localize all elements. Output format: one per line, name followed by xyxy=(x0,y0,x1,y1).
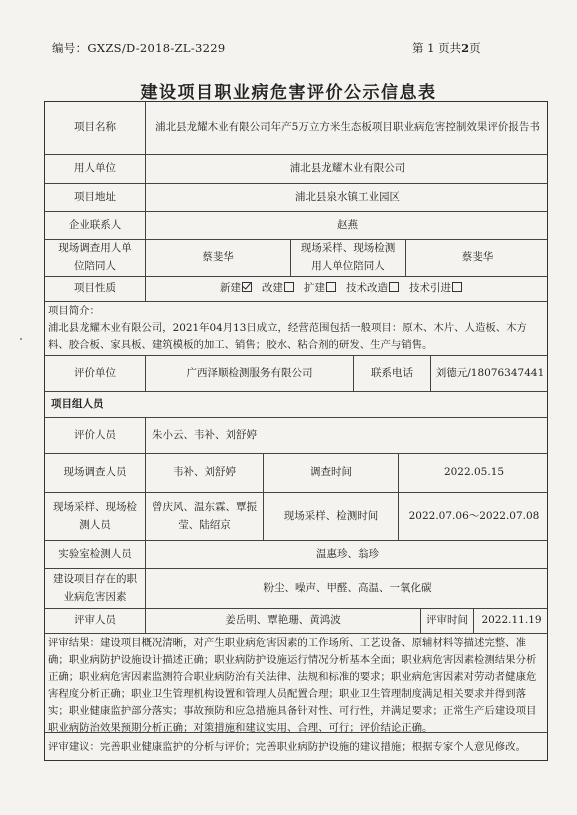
sampling-people-label: 现场采样、现场检测人员 xyxy=(53,500,137,531)
sampling-time-value: 2022.07.06～2022.07.08 xyxy=(398,493,549,540)
sampling-time-label: 现场采样、检测时间 xyxy=(263,493,398,540)
survey-escort-value: 蔡斐华 xyxy=(145,240,290,276)
row-lab-people xyxy=(45,541,547,569)
project-name-label: 项目名称 xyxy=(74,121,116,134)
review-result: 评审结果：建设项目概况清晰，对产生职业病危害因素的工作场所、工艺设备、原辅材料等描述完整、准确；职业病防护设施设计描述正确；职业病防护设施运行情况分析基本全面；职业病危害因素检测结果分析正确；职业病危害因素监测符合职业病防治有关法律、法规和标准的要求；职业病危害因素对劳动者健康危害程度分析正确；职业卫生管理机构设置和管理人员配置合理；职业卫生管理制度满足相关要求并得到落实；职业健康监护部分落实；事故预防和应急措施具备针对性、可行性，并满足要求；正常生产后建设项目职业病防治效果预期分析正确；对策措施和建议实用、合理、可行；评价结论正确。 xyxy=(48,637,537,734)
page-title: 建设项目职业病危害评价公示信息表 xyxy=(140,83,437,103)
page-label-middle: 页共 xyxy=(438,41,462,55)
survey-time-value: 2022.05.15 xyxy=(398,454,549,492)
contact-value: 赵燕 xyxy=(145,212,549,239)
survey-people-value: 韦补、刘舒婷 xyxy=(145,454,263,492)
row-employer xyxy=(45,155,547,184)
row-reviewers xyxy=(45,609,547,634)
reviewers-label: 评审人员 xyxy=(74,614,116,627)
row-sampling-people xyxy=(45,493,547,541)
checkbox-icon xyxy=(326,282,336,292)
row-survey-people xyxy=(45,454,547,493)
row-project-nature xyxy=(45,277,547,302)
info-table xyxy=(44,101,548,761)
review-time-value: 2022.11.19 xyxy=(473,609,549,633)
page-label-suffix: 页 xyxy=(469,41,481,55)
hazards-value: 粉尘、噪声、甲醛、高温、一氧化碳 xyxy=(145,569,549,608)
nature-option-rebuild[interactable]: 改建 xyxy=(262,280,294,298)
evaluator-value: 广西泽顺检测服务有限公司 xyxy=(145,356,353,391)
review-time-label: 评审时间 xyxy=(420,609,473,633)
project-name-value: 浦北县龙耀木业有限公司年产5万立方米生态板项目职业病危害控制效果评价报告书 xyxy=(145,102,549,154)
phone-value: 刘德元/18076347441 xyxy=(430,356,549,391)
evaluator-label: 评价单位 xyxy=(74,366,116,379)
evaluators-label: 评价人员 xyxy=(74,428,116,441)
project-intro-label: 项目简介： xyxy=(48,305,100,317)
row-review-result xyxy=(45,634,547,733)
row-project-name xyxy=(45,102,547,155)
evaluators-value: 朱小云、韦补、刘舒婷 xyxy=(145,418,549,453)
lab-value: 温惠珍、翁珍 xyxy=(145,541,549,568)
row-evaluator xyxy=(45,356,547,392)
nature-option-expand[interactable]: 扩建 xyxy=(304,280,336,298)
page-total: 2 xyxy=(461,41,470,55)
lab-label: 实验室检测人员 xyxy=(58,547,132,560)
team-section-title: 项目组人员 xyxy=(51,397,104,410)
sampling-people-value: 曾庆风、温东霖、覃振莹、陆绍京 xyxy=(145,493,263,540)
document-number: 编号：GXZS/D-2018-ZL-3229 xyxy=(52,41,226,55)
employer-value: 浦北县龙耀木业有限公司 xyxy=(145,155,549,183)
project-intro-text: 浦北县龙耀木业有限公司，2021年04月13日成立，经营范围包括一般项目：原木、木片、人造板、木方料、胶合板、家具板、建筑模板的加工、销售；胶水、粘合剂的研发、生产与销售。 xyxy=(48,322,527,351)
contact-label: 企业联系人 xyxy=(68,218,122,231)
hazards-label: 建设项目存在的职业病危害因素 xyxy=(53,572,137,603)
survey-people-label: 现场调查人员 xyxy=(63,466,127,479)
employer-label: 用人单位 xyxy=(74,162,116,175)
survey-time-label: 调查时间 xyxy=(263,454,398,492)
address-label: 项目地址 xyxy=(74,190,116,203)
review-suggestion: 评审建议：完善职业健康监护的分析与评价；完善职业病防护设施的建议措施；根据专家个人意见修改。 xyxy=(48,741,526,753)
nature-option-new[interactable]: 新建 xyxy=(220,280,252,298)
row-team-title xyxy=(45,392,547,418)
checkbox-icon xyxy=(452,282,462,292)
nature-option-tech-import[interactable]: 技术引进 xyxy=(409,280,462,298)
row-hazards xyxy=(45,569,547,609)
scan-speck xyxy=(20,338,22,340)
row-evaluators xyxy=(45,418,547,454)
row-address xyxy=(45,184,547,212)
nature-options xyxy=(145,277,549,301)
page-label-prefix: 第 xyxy=(412,41,424,55)
sampling-escort-label: 现场采样、现场检测用人单位陪同人 xyxy=(290,240,405,276)
sampling-escort-value: 蔡斐华 xyxy=(405,240,549,276)
phone-label: 联系电话 xyxy=(353,356,430,391)
nature-label: 项目性质 xyxy=(74,282,116,295)
row-project-intro xyxy=(45,302,547,356)
page-number xyxy=(412,40,481,56)
checkbox-icon xyxy=(284,282,294,292)
row-review-suggestion xyxy=(45,733,547,762)
page-current: 1 xyxy=(427,41,435,55)
checkbox-checked-icon xyxy=(242,282,252,292)
checkbox-icon xyxy=(389,282,399,292)
nature-option-tech-upgrade[interactable]: 技术改造 xyxy=(346,280,399,298)
row-escorts xyxy=(45,240,547,277)
address-value: 浦北县泉水镇工业园区 xyxy=(145,184,549,211)
row-contact xyxy=(45,212,547,240)
survey-escort-label: 现场调查用人单位陪同人 xyxy=(58,242,132,272)
project-intro xyxy=(48,303,544,354)
reviewers-value: 姜岳明、覃艳珊、黄鸿波 xyxy=(145,609,420,633)
